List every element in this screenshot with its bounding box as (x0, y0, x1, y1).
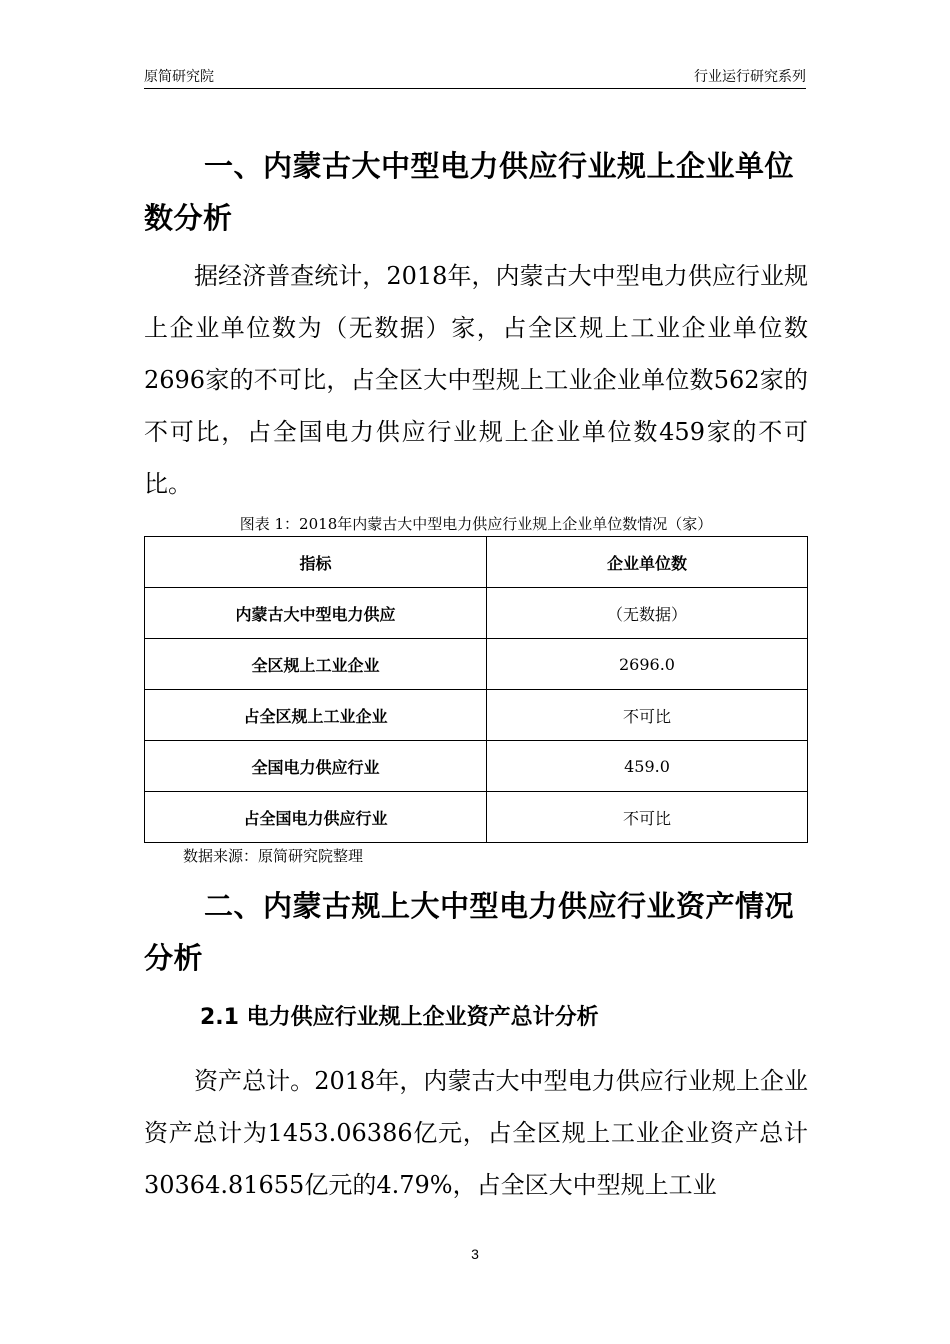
table1-caption: 图表 1：2018年内蒙古大中型电力供应行业规上企业单位数情况（家） (239, 515, 713, 533)
enterprise-count-table (144, 536, 808, 843)
table-row (145, 639, 808, 690)
section2-heading: 二、内蒙古规上大中型电力供应行业资产情况分析 (144, 889, 795, 975)
table-header-indicator: 指标 (145, 537, 487, 588)
table-header-row (145, 537, 808, 588)
page-number: 3 (471, 1246, 479, 1262)
table-cell-indicator: 占全国电力供应行业 (145, 792, 487, 843)
table-row (145, 741, 808, 792)
table-cell-value: 不可比 (487, 792, 808, 843)
table1-source-note: 数据来源：原简研究院整理 (183, 847, 364, 865)
table-row (145, 588, 808, 639)
table-cell-indicator: 占全区规上工业企业 (145, 690, 487, 741)
table-cell-indicator: 全国电力供应行业 (145, 741, 487, 792)
header-series-name: 行业运行研究系列 (694, 69, 806, 85)
page-header (144, 64, 806, 89)
table-cell-value: （无数据） (487, 588, 808, 639)
table-cell-value: 不可比 (487, 690, 808, 741)
section2-paragraph: 资产总计。2018年，内蒙古大中型电力供应行业规上企业资产总计为1453.06386亿元，占全区规上工业企业资产总计30364.81655亿元的4.79%，占全区大中型规上工业 (144, 1067, 808, 1199)
table-row (145, 690, 808, 741)
table-cell-value: 459.0 (487, 741, 808, 792)
table-header-count: 企业单位数 (487, 537, 808, 588)
table-cell-value: 2696.0 (487, 639, 808, 690)
subsection-2-1-heading: 2.1 电力供应行业规上企业资产总计分析 (200, 1005, 599, 1030)
section1-paragraph: 据经济普查统计，2018年，内蒙古大中型电力供应行业规上企业单位数为（无数据）家，占全区规上工业企业单位数2696家的不可比，占全区大中型规上工业企业单位数562家的不可比，占全国电力供应行业规上企业单位数459家的不可比。 (144, 262, 808, 498)
table-cell-indicator: 内蒙古大中型电力供应 (145, 588, 487, 639)
header-institute-name: 原简研究院 (144, 69, 214, 85)
table-cell-indicator: 全区规上工业企业 (145, 639, 487, 690)
table-row (145, 792, 808, 843)
section1-heading: 一、内蒙古大中型电力供应行业规上企业单位数分析 (144, 149, 795, 235)
